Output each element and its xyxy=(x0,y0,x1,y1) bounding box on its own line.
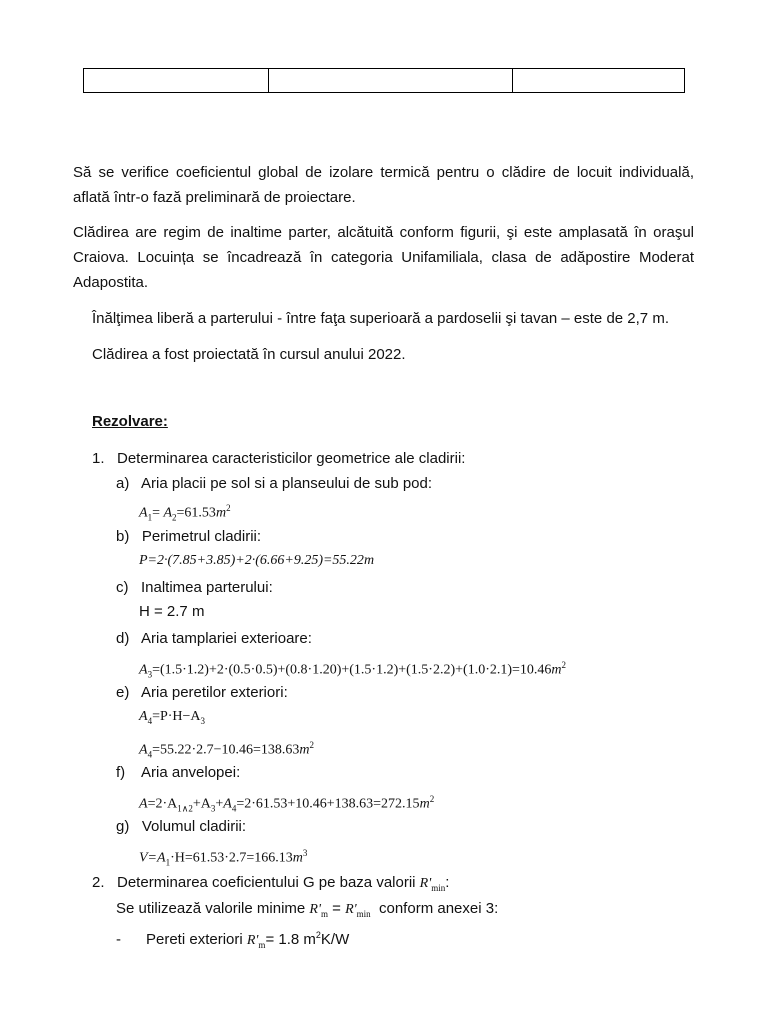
header-cell-1 xyxy=(84,69,269,92)
header-table xyxy=(83,68,685,93)
step-2-sub: Se utilizează valorile minime $R'_m = R'_{min}$ conform anexei 3: xyxy=(116,900,499,919)
intro-paragraph-1: Să se verifice coeficientul global de izolare termică pentru o clădire de locuit individuală, aflată într-o fază preliminară de proiectare. xyxy=(73,164,694,206)
item-c-label: c) Inaltimea parterului: xyxy=(116,579,273,596)
formula-e-2: $A_4=55.22\cdot 2.7-10.46=138.63m^2$ xyxy=(139,740,315,760)
item-c-value: H = 2.7 m xyxy=(139,603,205,620)
intro-paragraph-2: Clădirea are regim de inaltime parter, alcătuită conform figurii, şi este amplasată în oraşul Craiova. Locuința se încadrează în categoria Unifamiliala, clasa de adăpostire Moderat Adapostita. xyxy=(73,224,694,291)
formula-a: $A_1= A_2=61.53m^2$ xyxy=(139,503,231,523)
formula-f: $A=2\cdot A_{1\wedge 2}+A_3+A_4=2\cdot 61.53+10.46+138.63=272.15m^2$ xyxy=(139,794,435,814)
item-e-label: e) Aria peretilor exteriori: xyxy=(116,684,288,701)
item-f-label: f) Aria anvelopei: xyxy=(116,764,241,781)
formula-d: $A_3=(1.5\cdot 1.2)+2\cdot(0.5\cdot 0.5)+(0.8\cdot 1.20)+(1.5\cdot 1.2)+(1.5\cdot 2.2)+(1.0\cdot 2.1)=10.46m^2$ xyxy=(139,660,567,680)
step-1-title: 1. Determinarea caracteristicilor geometrice ale cladirii: xyxy=(92,450,466,467)
formula-e-1: $A_4=P\cdot H-A_3$ xyxy=(139,709,206,726)
item-d-label: d) Aria tamplariei exterioare: xyxy=(116,630,312,647)
header-cell-2 xyxy=(269,69,513,92)
step-2-title: 2. Determinarea coeficientului G pe baza valorii $R'_{min}$: xyxy=(92,874,450,893)
item-g-label: g) Volumul cladirii: xyxy=(116,818,247,835)
item-a-label: a) Aria placii pe sol si a planseului de sub pod: xyxy=(116,475,433,492)
item-b-label: b) Perimetrul cladirii: xyxy=(116,528,262,545)
formula-g: $V=A_1\cdot H=61.53\cdot 2.7=166.13m^3$ xyxy=(139,848,308,868)
header-cell-3 xyxy=(513,69,684,92)
exterior-walls-line: - Pereti exteriori $R'_m= 1.8$ $m^2K/W$ xyxy=(116,930,350,950)
solution-heading: Rezolvare: xyxy=(92,413,168,430)
intro-paragraph-3: Înălţimea liberă a parterului - între faţa superioară a pardoselii şi tavan – este de 2,7 m. xyxy=(92,310,669,327)
formula-b: P=2·(7.85+3.85)+2·(6.66+9.25)=55.22m xyxy=(139,553,375,568)
intro-paragraph-4: Clădirea a fost proiectată în cursul anului 2022. xyxy=(92,346,406,363)
